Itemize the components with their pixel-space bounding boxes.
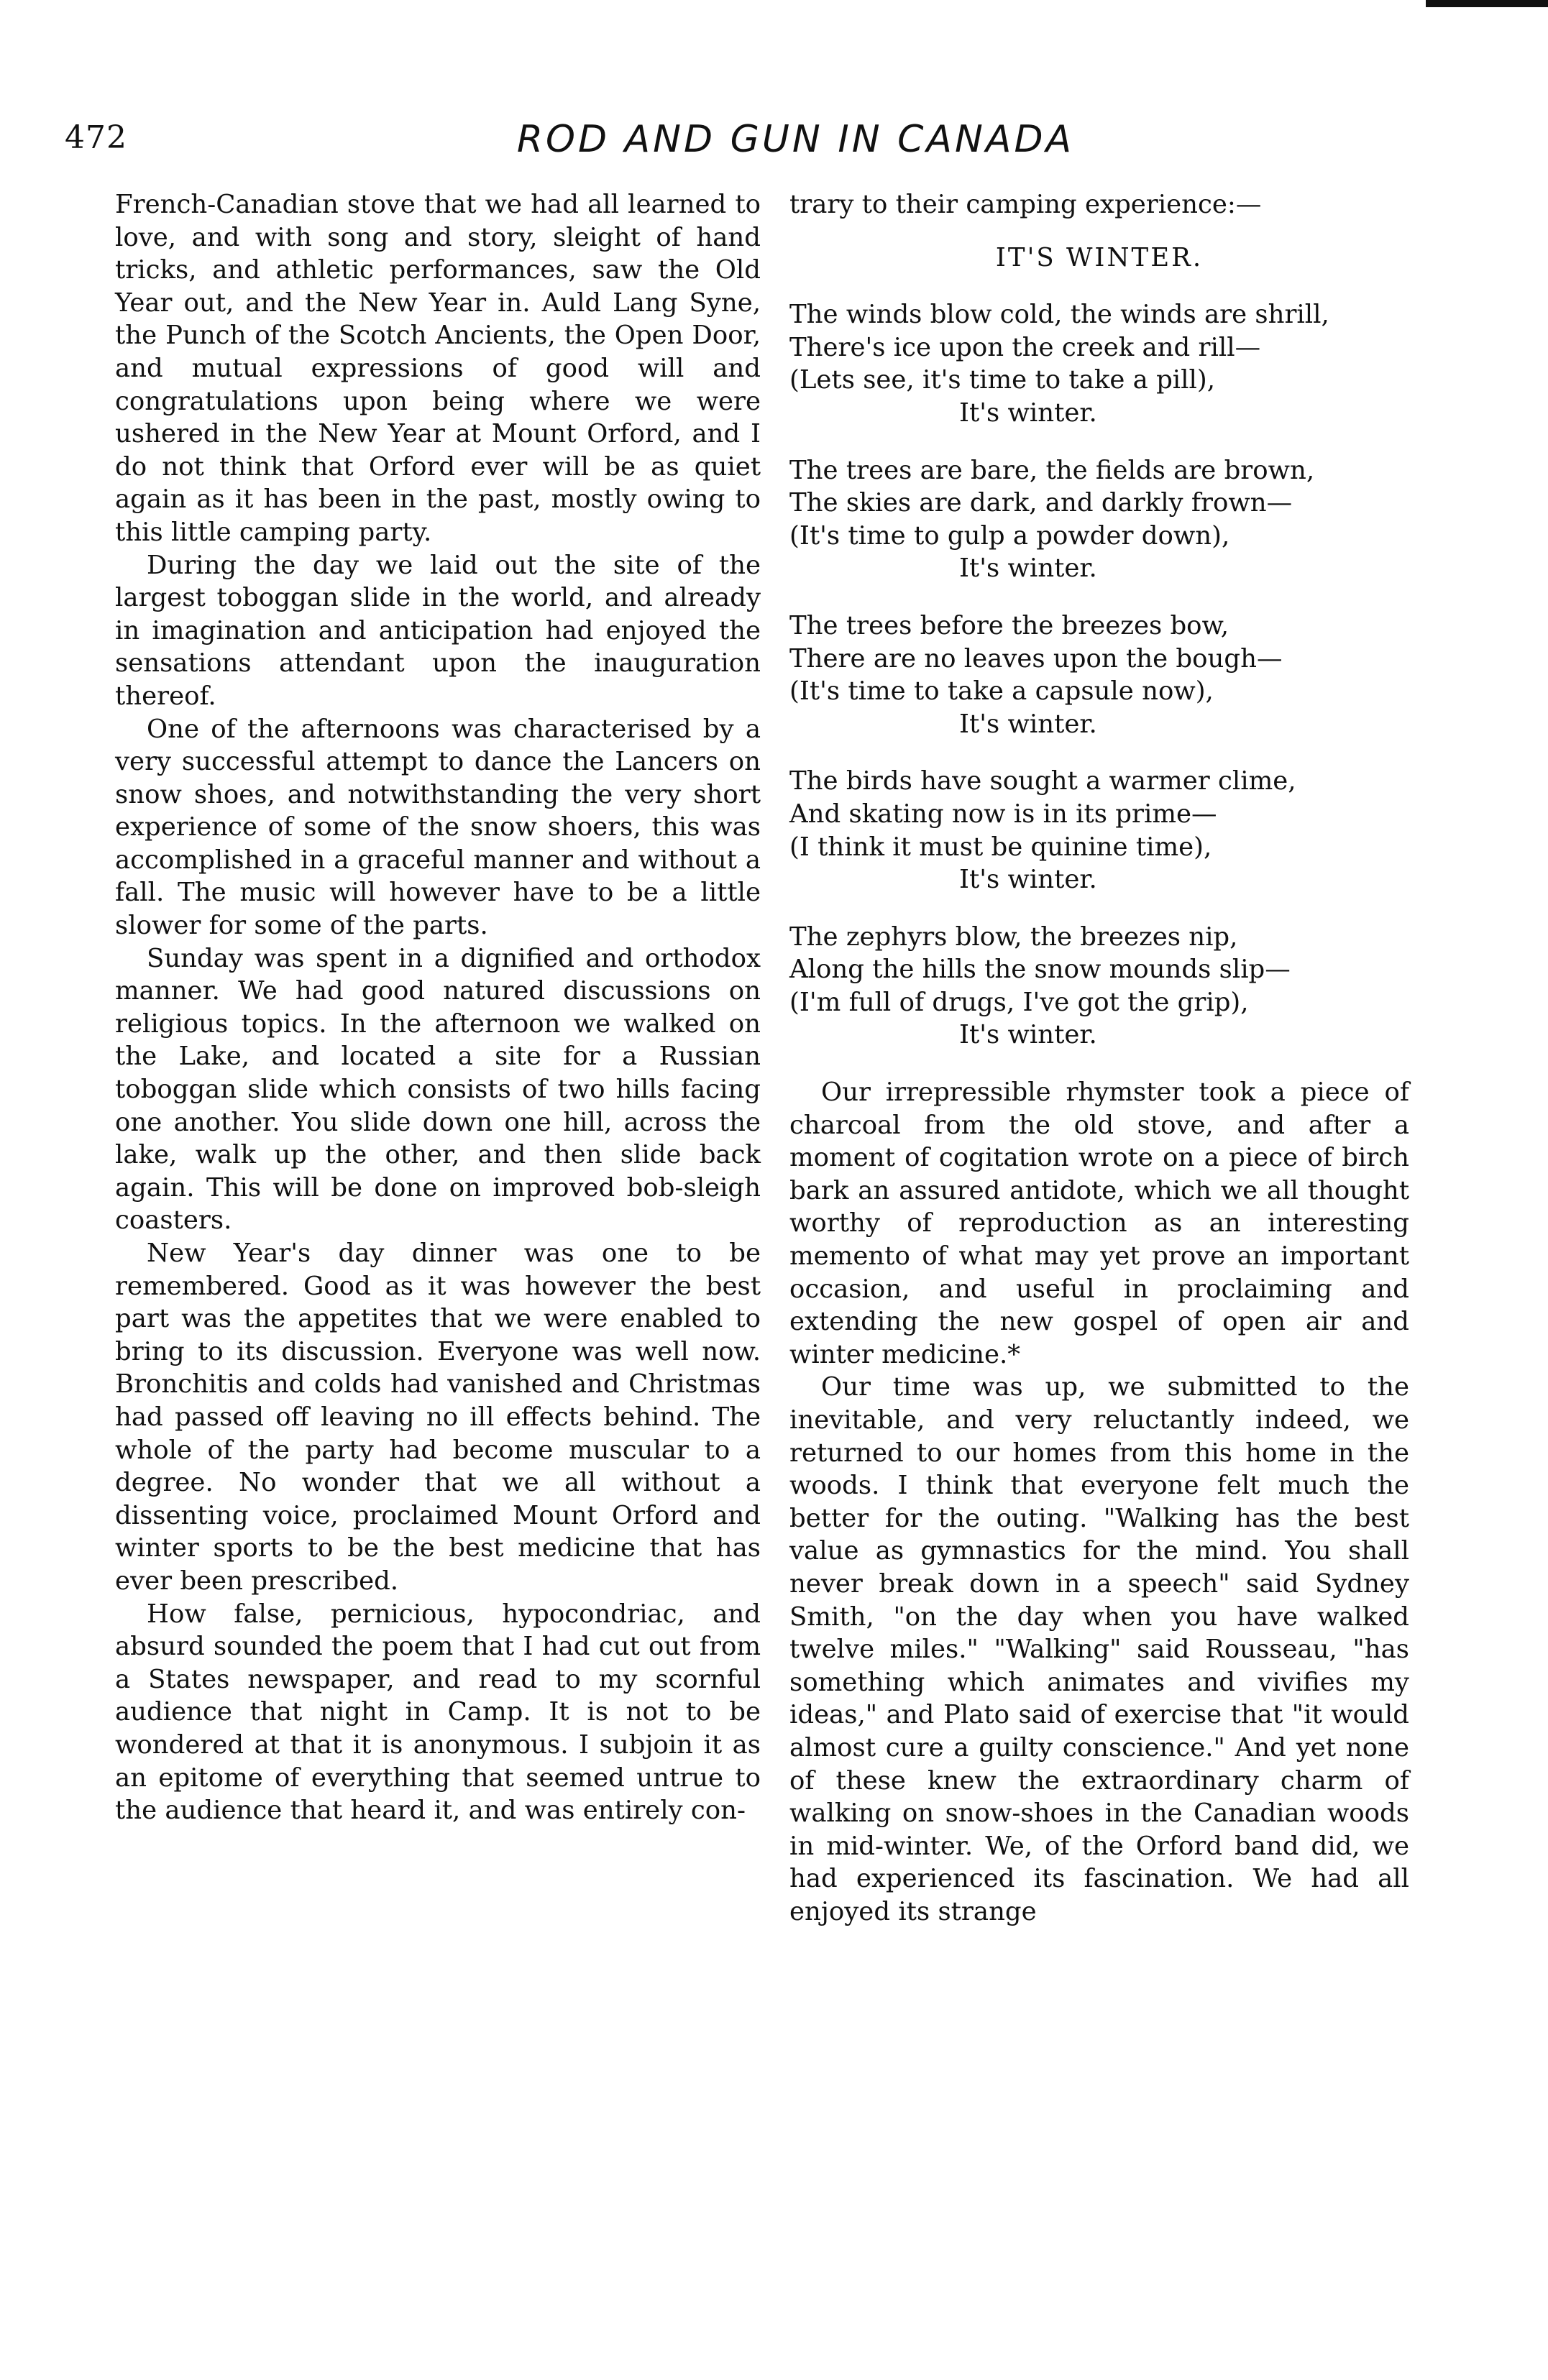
poem-stanza [789,454,1409,585]
paragraph: One of the afternoons was characterised by a very successful attempt to dance the Lancers on snow shoes, and notwithstanding the very short experience of some of the snow shoers, this was accomplished in a graceful manner and without a fall. The music will however have to be a little slower for some of the parts. [115,714,761,941]
poem-line: (I think it must be quinine time), [789,832,1212,862]
poem-refrain: It's winter. [959,398,1097,428]
paragraph: trary to their camping experience:— [789,190,1262,219]
poem-line: The trees before the breezes bow, [789,610,1229,640]
paragraph: Our time was up, we submitted to the inevitable, and very reluctantly indeed, we returned to our homes from this home in the woods. I think that everyone felt much the better for the outing. "Walking has the best value as gymnastics for the mind. You shall never break down in a speech" said Sydney Smith, "on the day when you have walked twelve miles." "Walking" said Rousseau, "has something which animates and vivifies my ideas," and Plato said of exercise that "it would almost cure a guilty conscience." And yet none of these knew the extraordinary charm of walking on snow-shoes in the Canadian woods in mid-winter. We, of the Orford band did, we had experienced its fascination. We had all enjoyed its strange [789,1372,1409,1926]
poem-line: The birds have sought a warmer clime, [789,766,1296,796]
poem-refrain: It's winter. [959,709,1097,739]
poem-line: (Lets see, it's time to take a pill), [789,365,1215,395]
poem-stanza [789,610,1409,740]
page-number: 472 [65,119,127,156]
poem-line: The winds blow cold, the winds are shrill, [789,300,1329,330]
paragraph: How false, pernicious, hypocondriac, and absurd sounded the poem that I had cut out from a States newspaper, and read to my scornful audience that night in Camp. It is not to be wondered at that it is anonymous. I subjoin it as an epitome of everything that seemed untrue to the audience that heard it, and was entirely con- [115,1599,761,1826]
poem-line: Along the hills the snow mounds slip— [789,955,1291,985]
paragraph: French-Canadian stove that we had all learned to love, and with song and story, sleight of hand tricks, and athletic performances, saw the Old Year out, and the New Year in. Auld Lang Syne, the Punch of the Scotch Ancients, the Open Door, and mutual expressions of good will and congratulations upon being where we were ushered in the New Year at Mount Orford, and I do not think that Orford ever will be as quiet again as it has been in the past, mostly owing to this little camping party. [115,190,761,547]
poem-stanza [789,298,1409,429]
poem-line: The trees are bare, the fields are brown, [789,455,1315,485]
poem-line: The skies are dark, and darkly frown— [789,488,1293,518]
poem-stanza [789,921,1409,1052]
paragraph: Our irrepressible rhymster took a piece of charcoal from the old stove, and after a moment of cogitation wrote on a piece of birch bark an assured antidote, which we all thought worthy of reproduction as an interesting memento of what may yet prove an important occasion, and useful in proclaiming and extending the new gospel of open air and winter medicine.* [789,1078,1409,1369]
poem-line: There's ice upon the creek and rill— [789,332,1261,362]
poem-line: The zephyrs blow, the breezes nip, [789,922,1238,952]
running-title: ROD AND GUN IN CANADA [516,118,1075,161]
right-column [789,188,1409,1929]
poem-line: And skating now is in its prime— [789,799,1217,829]
poem-refrain: It's winter. [959,1020,1097,1050]
poem-line: There are no leaves upon the bough— [789,643,1283,674]
poem-refrain: It's winter. [959,865,1097,895]
poem-title: IT'S WINTER. [995,242,1204,272]
poem-refrain: It's winter. [959,553,1097,584]
poem-stanza [789,765,1409,896]
scan-edge-mark [1426,0,1548,7]
poem-line: (I'm full of drugs, I've got the grip), [789,987,1249,1017]
poem-line: (It's time to take a capsule now), [789,676,1214,707]
paragraph: Sunday was spent in a dignified and orthodox manner. We had good natured discussions on religious topics. In the afternoon we walked on the Lake, and located a site for a Russian toboggan slide which consists of two hills facing one another. You slide down one hill, across the lake, walk up the other, and then slide back again. This will be done on improved bob-sleigh coasters. [115,943,761,1236]
paragraph: New Year's day dinner was one to be remembered. Good as it was however the best part was the appetites that we were enabled to bring to its discussion. Everyone was well now. Bronchitis and colds had vanished and Christmas had passed off leaving no ill effects behind. The whole of the party had become muscular to a degree. No wonder that we all without a dissenting voice, proclaimed Mount Orford and winter sports to be the best medicine that has ever been prescribed. [115,1239,761,1596]
poem-line: (It's time to gulp a powder down), [789,520,1230,551]
paragraph: During the day we laid out the site of the largest toboggan slide in the world, and already in imagination and anticipation had enjoyed the sensations attendant upon the inauguration thereof. [115,550,761,711]
left-column [115,188,761,1827]
